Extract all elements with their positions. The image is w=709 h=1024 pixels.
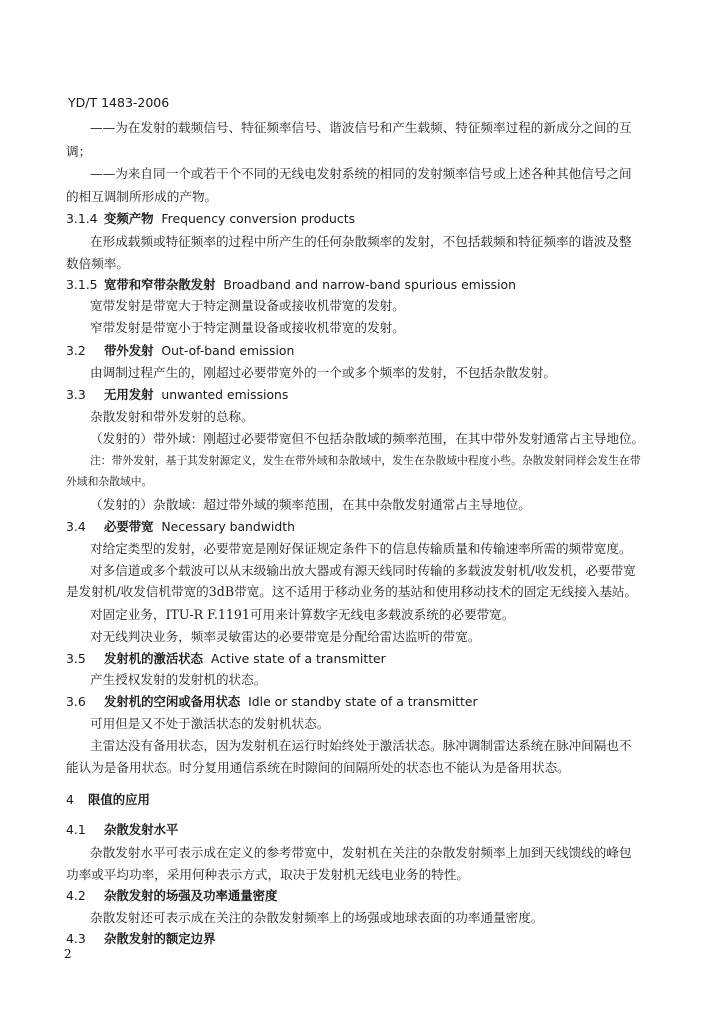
section-title-en: Broadband and narrow-band spurious emission <box>223 277 516 292</box>
body-line: 是发射机/收发信机带宽的3dB带宽。这不适用于移动业务的基站和使用移动技术的固定无线接入基站。 <box>66 584 638 599</box>
section-number: 4.2 <box>66 888 86 903</box>
body-line: 功率或平均功率，采用何种表示方式，取决于发射机无线电业务的特性。 <box>66 867 469 882</box>
body-line: （发射的）带外域：刚超过必要带宽但不包括杂散域的频率范围，在其中带外发射通常占主导地位。 <box>90 431 645 446</box>
body-line: ——为在发射的载频信号、特征频率信号、谐波信号和产生载频、特征频率过程的新成分之间的互 <box>90 120 632 135</box>
section-title-en: unwanted emissions <box>161 387 289 402</box>
body-line: （发射的）杂散域：超过带外域的频率范围，在其中杂散发射通常占主导地位。 <box>90 497 531 512</box>
section-title-cn: 限值的应用 <box>87 792 150 807</box>
note-line: 注：带外发射，基于其发射源定义，发生在带外域和杂散域中，发生在杂散域中程度小些。杂散发射同样会发生在带 <box>90 454 641 467</box>
section-number: 3.4 <box>66 519 86 534</box>
section-number: 3.3 <box>66 387 86 402</box>
section-number: 3.1.5 <box>66 277 98 292</box>
section-heading-3-5 <box>66 651 669 667</box>
section-number: 4.1 <box>66 822 86 837</box>
body-line: 对给定类型的发射，必要带宽是刚好保证规定条件下的信息传输质量和传输速率所需的频带宽度。 <box>90 541 632 556</box>
body-line: 的相互调制所形成的产物。 <box>66 189 218 204</box>
section-title-en: Frequency conversion products <box>161 211 356 226</box>
body-line: 由调制过程产生的，刚超过必要带宽外的一个或多个频率的发射，不包括杂散发射。 <box>90 365 556 380</box>
section-heading-3-3 <box>66 387 669 403</box>
section-title-cn: 带外发射 <box>103 343 154 358</box>
section-heading-4-1 <box>66 822 669 838</box>
body-line: 窄带发射是带宽小于特定测量设备或接收机带宽的发射。 <box>90 320 405 335</box>
section-number: 3.5 <box>66 651 86 666</box>
body-line: ——为来自同一个或若干个不同的无线电发射系统的相同的发射频率信号或上述各种其他信号之间 <box>90 166 632 181</box>
body-line: 杂散发射水平可表示成在定义的参考带宽中，发射机在关注的杂散发射频率上加到天线馈线的峰包 <box>90 845 632 860</box>
section-number: 3.2 <box>66 343 86 358</box>
section-number: 4 <box>66 792 74 807</box>
body-line: 能认为是备用状态。时分复用通信系统在时隙间的间隔所处的状态也不能认为是备用状态。 <box>66 760 570 775</box>
body-line: 杂散发射还可表示成在关注的杂散发射频率上的场强或地球表面的功率通量密度。 <box>90 910 544 925</box>
body-line: 主雷达没有备用状态，因为发射机在运行时始终处于激活状态。脉冲调制雷达系统在脉冲间隔也不 <box>90 738 632 753</box>
section-heading-3-2 <box>66 343 669 359</box>
section-heading-4-2 <box>66 888 669 904</box>
section-title-cn: 杂散发射的场强及功率通量密度 <box>103 888 278 903</box>
section-number: 4.3 <box>66 931 86 946</box>
section-title-en: Idle or standby state of a transmitter <box>248 694 478 709</box>
section-title-cn: 杂散发射水平 <box>103 822 179 837</box>
body-line: 可用但是又不处于激活状态的发射机状态。 <box>90 716 330 731</box>
section-heading-3-1-5 <box>66 277 669 293</box>
body-line: 杂散发射和带外发射的总称。 <box>90 409 254 424</box>
body-line: 对无线判决业务，频率灵敏雷达的必要带宽是分配给雷达监听的带宽。 <box>90 629 481 644</box>
standard-code: YD/T 1483-2006 <box>68 95 170 110</box>
body-line: 对固定业务，ITU-R F.1191可用来计算数字无线电多载波系统的必要带宽。 <box>90 607 515 622</box>
section-number: 3.1.4 <box>66 211 98 226</box>
section-title-cn: 无用发射 <box>103 387 154 402</box>
section-title-cn: 变频产物 <box>103 211 154 226</box>
section-title-en: Active state of a transmitter <box>210 651 386 666</box>
section-title-cn: 必要带宽 <box>103 519 154 534</box>
section-title-cn: 杂散发射的额定边界 <box>103 931 216 946</box>
section-heading-3-1-4 <box>66 211 669 227</box>
body-line: 数倍频率。 <box>66 256 129 271</box>
body-line: 对多信道或多个载波可以从末级输出放大器或有源天线同时传输的多载波发射机/收发机，必要带宽 <box>90 563 636 578</box>
section-title-cn: 宽带和窄带杂散发射 <box>103 277 216 292</box>
section-title-cn: 发射机的空闲或备用状态 <box>103 694 241 709</box>
body-line: 调； <box>66 144 92 159</box>
section-title-en: Necessary bandwidth <box>161 519 295 534</box>
body-line: 宽带发射是带宽大于特定测量设备或接收机带宽的发射。 <box>90 298 405 313</box>
section-heading-4-3 <box>66 931 669 947</box>
section-title-cn: 发射机的激活状态 <box>103 651 204 666</box>
page-number: 2 <box>64 947 72 961</box>
body-line: 产生授权发射的发射机的状态。 <box>90 672 267 687</box>
note-line: 外域和杂散域中。 <box>66 475 153 488</box>
section-heading-3-4 <box>66 519 669 535</box>
body-line: 在形成载频或特征频率的过程中所产生的任何杂散频率的发射，不包括载频和特征频率的谐波及整 <box>90 234 632 249</box>
section-heading-4 <box>66 792 669 808</box>
section-number: 3.6 <box>66 694 86 709</box>
section-heading-3-6 <box>66 694 669 710</box>
section-title-en: Out-of-band emission <box>161 343 295 358</box>
